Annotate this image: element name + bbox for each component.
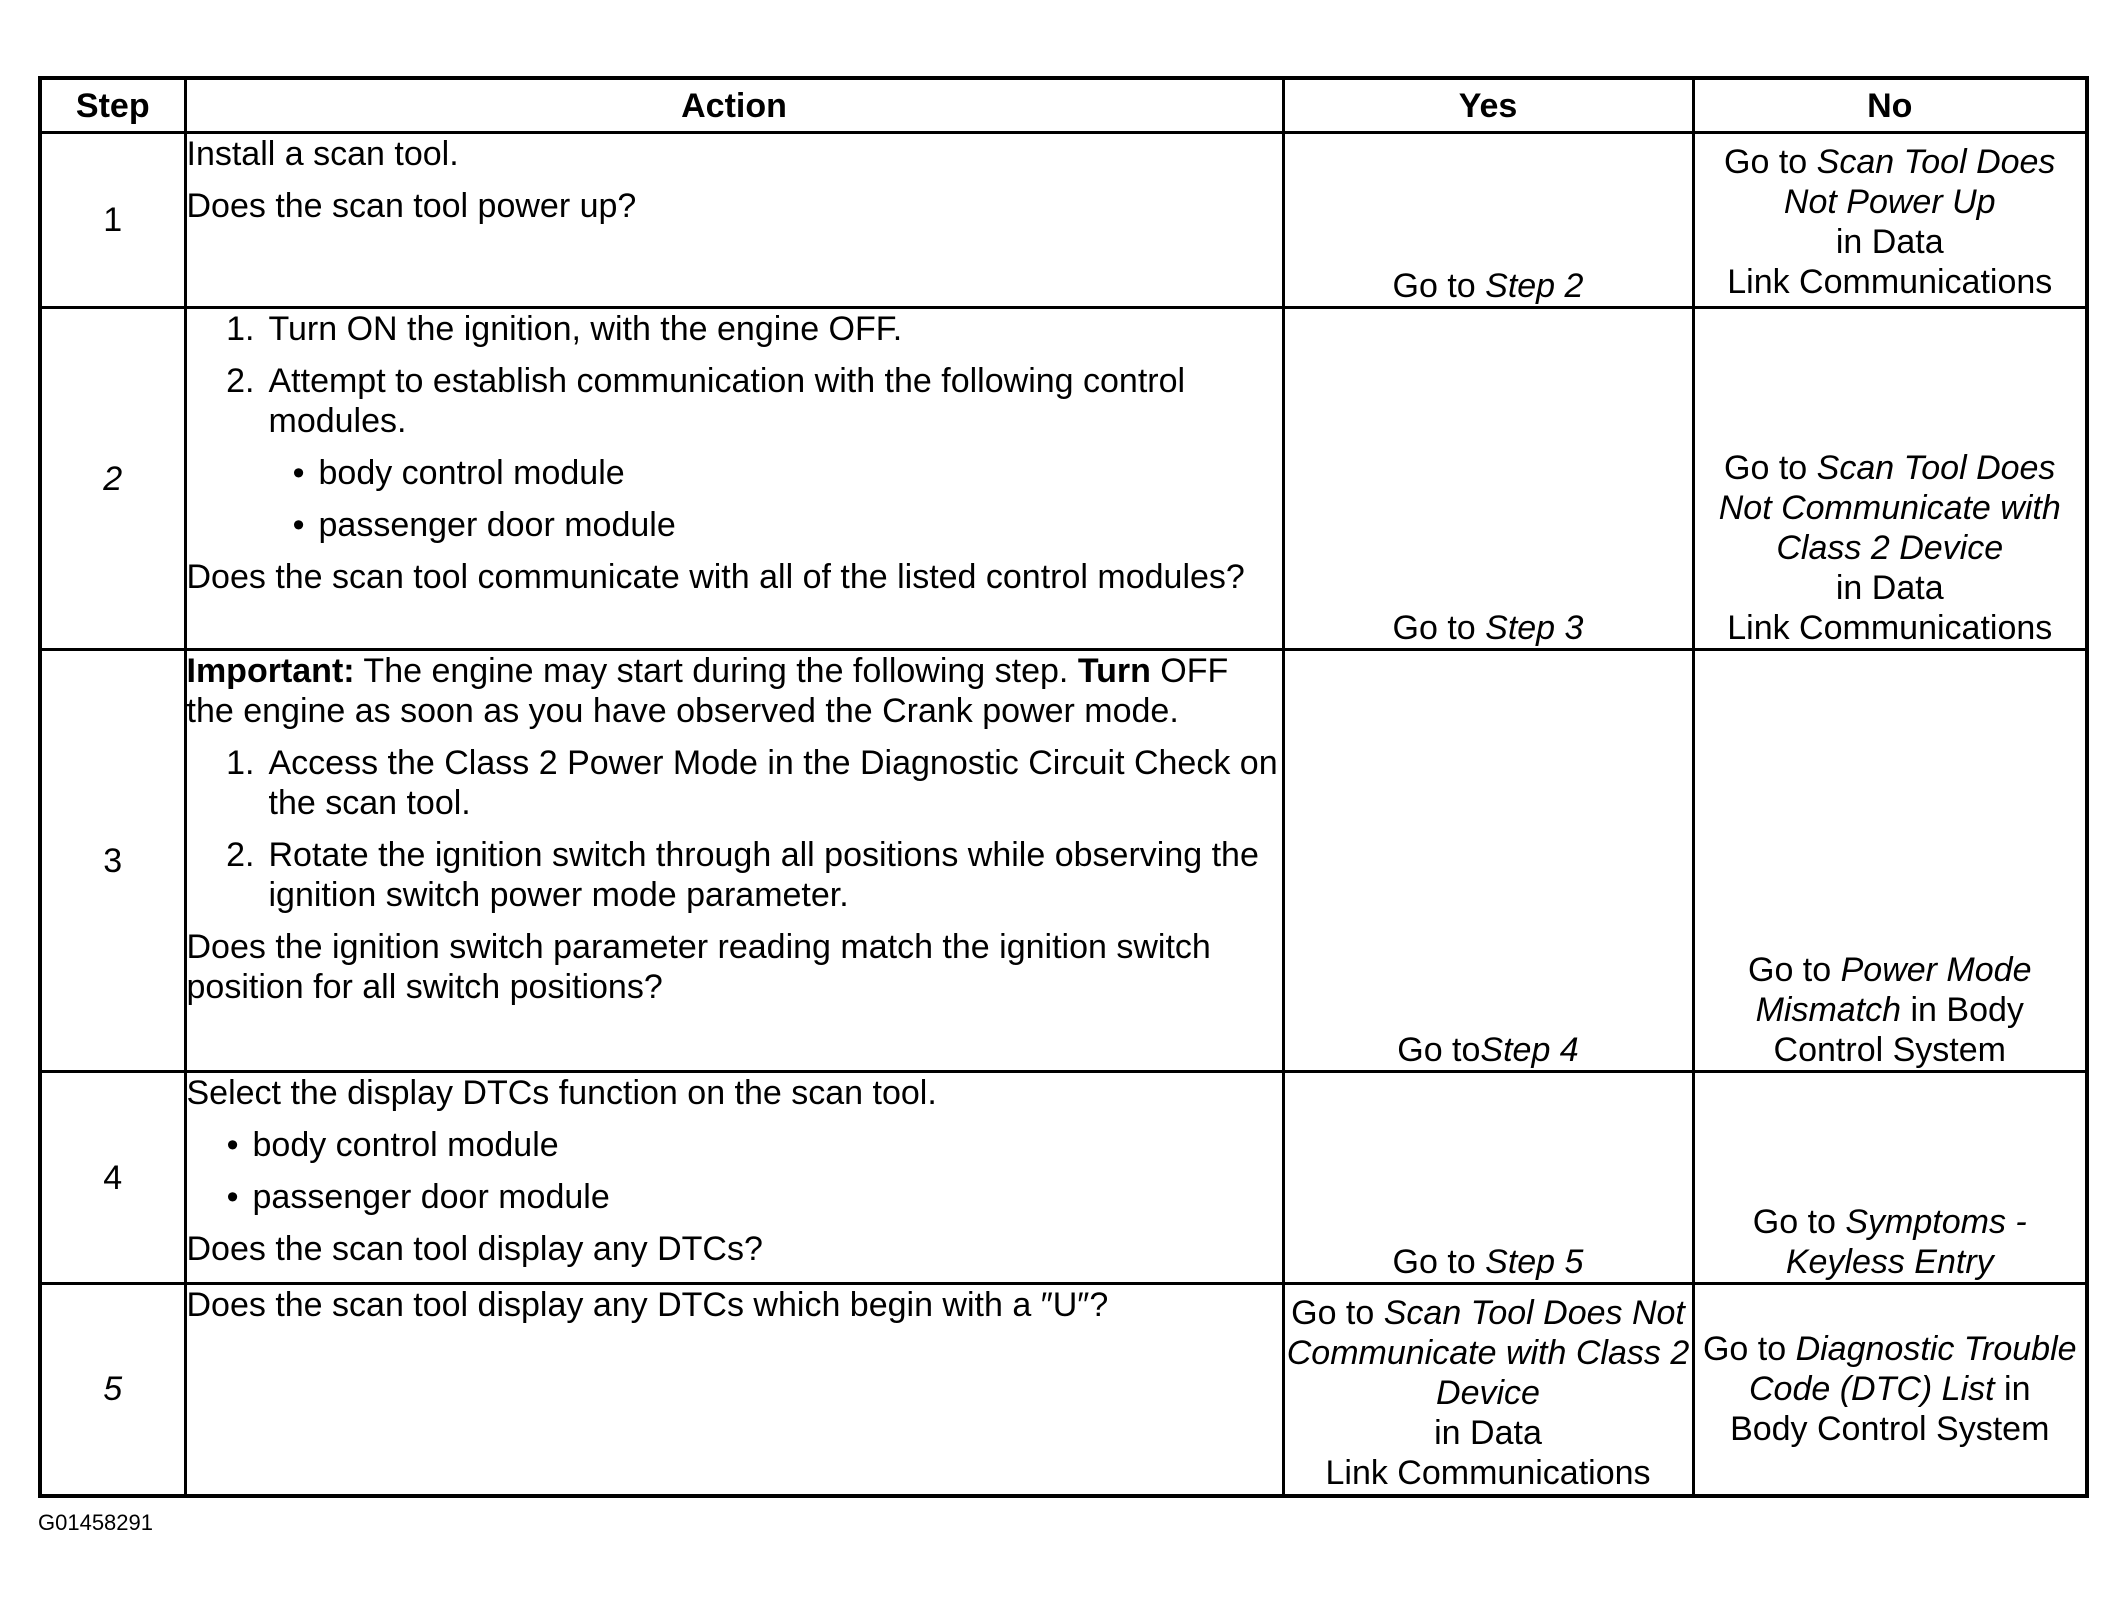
yes-cell [1283, 650, 1693, 1072]
no-cell [1693, 308, 2087, 650]
no-suffix: Link Communications [1727, 609, 2053, 647]
yes-step-link[interactable]: Step 2 [1485, 267, 1584, 305]
action-question: Does the scan tool display any DTCs which begin with a ″U″? [186, 1286, 1109, 1324]
no-cell [1693, 1072, 2087, 1284]
step-text: Turn ON the ignition, with the engine OFF. [268, 310, 903, 348]
action-cell [185, 650, 1283, 1072]
numbered-step [187, 309, 1282, 349]
no-ref-link[interactable]: Scan Tool Does Not Power Up [1783, 143, 2056, 221]
bullet-text: passenger door module [252, 1178, 610, 1216]
bullet-text: body control module [252, 1126, 559, 1164]
yes-prefix: Go to [1392, 609, 1486, 647]
action-cell [185, 308, 1283, 650]
yes-prefix: Go to [1291, 1294, 1384, 1332]
header-row [40, 78, 2087, 133]
important-emphasis: Turn [1077, 652, 1151, 690]
no-prefix: Go to [1748, 951, 1841, 989]
yes-prefix: Go to [1392, 1243, 1486, 1281]
action-cell [185, 1072, 1283, 1284]
step-index: 1. [226, 310, 255, 348]
no-suffix: in Body Control System [1773, 991, 2024, 1069]
header-step: Step [40, 78, 185, 133]
no-suffix: in Data [1835, 569, 1944, 607]
table-row [40, 133, 2087, 308]
header-action: Action [185, 78, 1283, 133]
table-row [40, 1284, 2087, 1496]
action-text: Install a scan tool. [186, 135, 459, 173]
no-ref-link[interactable]: Power Mode Mismatch [1755, 951, 2032, 1029]
bullet-text: passenger door module [318, 506, 676, 544]
table-row [40, 1072, 2087, 1284]
step-text: Rotate the ignition switch through all positions while observing the ignition switch power mode parameter. [268, 836, 1259, 914]
yes-cell [1283, 1284, 1693, 1496]
action-question: Does the ignition switch parameter reading match the ignition switch position for all switch positions? [186, 928, 1211, 1006]
bullet-icon: • [292, 506, 305, 544]
table-row [40, 308, 2087, 650]
numbered-step [187, 361, 1282, 441]
yes-prefix: Go to [1392, 267, 1486, 305]
no-suffix: Body Control System [1730, 1410, 2050, 1449]
no-prefix: Go to [1702, 1330, 1796, 1369]
no-ref-link[interactable]: Diagnostic Trouble Code (DTC) List [1748, 1330, 2077, 1409]
yes-step-link[interactable]: Step 5 [1485, 1243, 1584, 1281]
step-number: 5 [40, 1284, 185, 1496]
no-suffix: in Data [1835, 223, 1944, 261]
bullet-item [187, 1177, 1282, 1217]
step-index: 2. [226, 362, 255, 400]
bullet-icon: • [226, 1126, 239, 1164]
no-cell [1693, 650, 2087, 1072]
table-row [40, 650, 2087, 1072]
yes-suffix: Link Communications [1325, 1454, 1651, 1492]
yes-step-link[interactable]: Step 4 [1480, 1031, 1579, 1069]
important-label: Important: [186, 652, 355, 690]
no-prefix: Go to [1752, 1203, 1846, 1241]
step-text: Attempt to establish communication with the following control modules. [268, 362, 1186, 440]
step-index: 2. [226, 836, 255, 874]
yes-ref-link[interactable]: Scan Tool Does Not Communicate with Class 2 Device [1286, 1294, 1690, 1412]
numbered-step [187, 835, 1282, 915]
step-number: 2 [40, 308, 185, 650]
bullet-icon: • [292, 454, 305, 492]
no-suffix: Link Communications [1727, 263, 2053, 301]
important-text: The engine may start during the following step. [354, 652, 1078, 690]
yes-suffix: in Data [1434, 1414, 1542, 1452]
bullet-text: body control module [318, 454, 625, 492]
yes-cell [1283, 308, 1693, 650]
step-number: 1 [40, 133, 185, 308]
important-note [187, 651, 1282, 731]
no-ref-link[interactable]: Scan Tool Does Not Communicate with Class 2 Device [1718, 449, 2061, 567]
header-yes: Yes [1283, 78, 1693, 133]
step-text: Access the Class 2 Power Mode in the Diagnostic Circuit Check on the scan tool. [268, 744, 1278, 822]
no-cell [1693, 133, 2087, 308]
action-cell [185, 133, 1283, 308]
header-no: No [1693, 78, 2087, 133]
yes-step-link[interactable]: Step 3 [1485, 609, 1584, 647]
no-prefix: Go to [1724, 143, 1817, 181]
diagnostic-table [38, 76, 2089, 1498]
numbered-step [187, 743, 1282, 823]
no-suffix: in [1994, 1370, 2031, 1409]
yes-cell [1283, 133, 1693, 308]
step-number: 3 [40, 650, 185, 1072]
action-question: Does the scan tool display any DTCs? [186, 1230, 763, 1268]
no-prefix: Go to [1724, 449, 1817, 487]
step-index: 1. [226, 744, 255, 782]
no-ref-link[interactable]: Symptoms - Keyless Entry [1785, 1203, 2027, 1281]
action-question: Does the scan tool communicate with all of the listed control modules? [186, 558, 1245, 596]
bullet-item [187, 453, 1282, 493]
important-text: OFF the engine as soon as you have observed the Crank power mode. [186, 652, 1229, 730]
no-cell [1693, 1284, 2087, 1496]
action-text: Select the display DTCs function on the scan tool. [186, 1074, 937, 1112]
yes-cell [1283, 1072, 1693, 1284]
bullet-icon: • [226, 1178, 239, 1216]
figure-code: G01458291 [38, 1510, 153, 1535]
action-question: Does the scan tool power up? [186, 187, 637, 225]
bullet-item [187, 1125, 1282, 1165]
action-cell [185, 1284, 1283, 1496]
yes-prefix: Go to [1397, 1031, 1481, 1069]
bullet-item [187, 505, 1282, 545]
step-number: 4 [40, 1072, 185, 1284]
